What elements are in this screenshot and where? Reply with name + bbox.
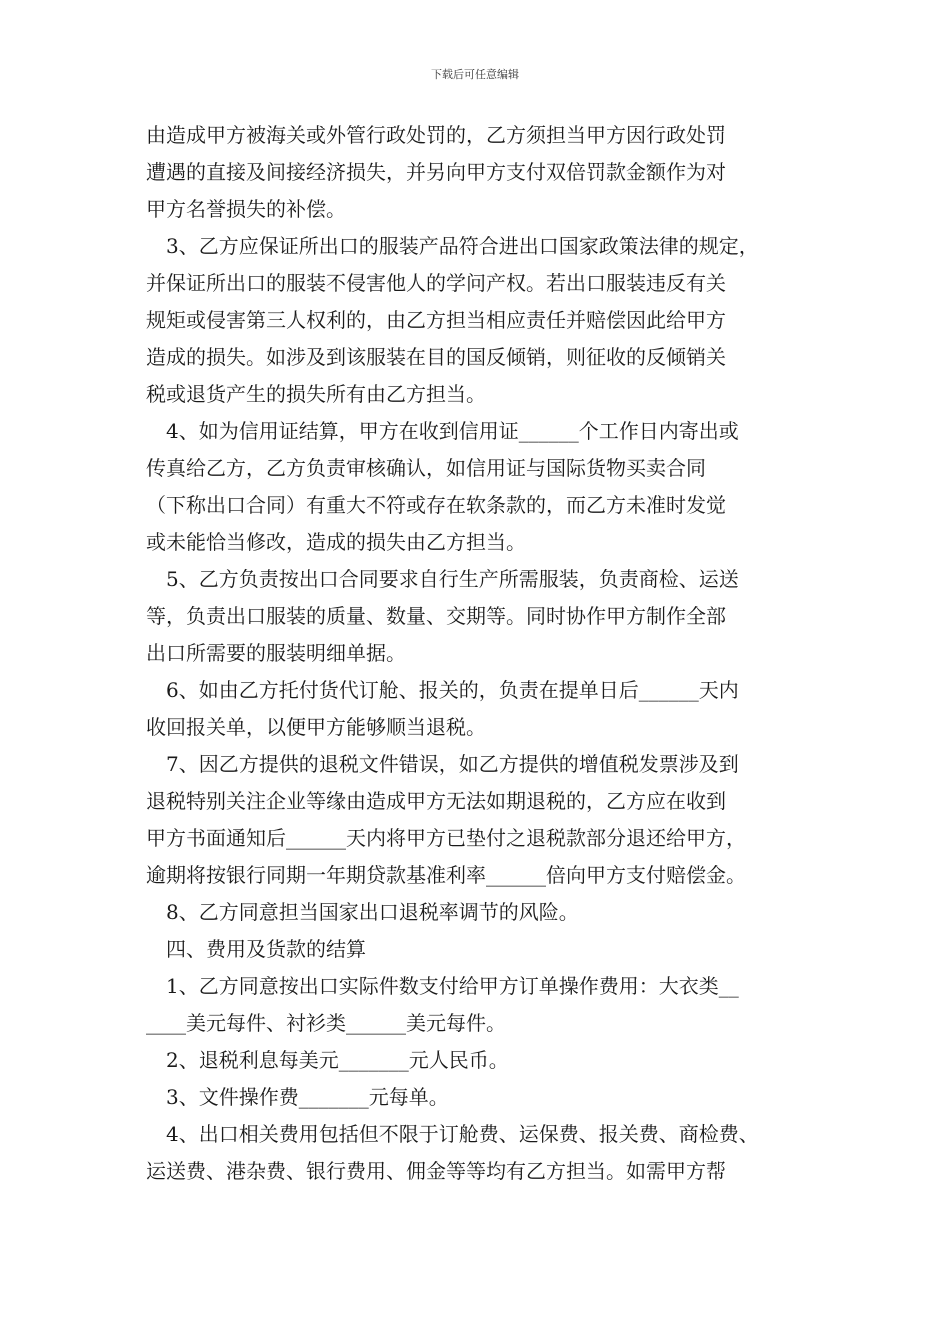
page-header: 下载后可任意编辑 bbox=[431, 68, 519, 81]
text-line: 4、出口相关费用包括但不限于订舱费、运保费、报关费、商检费、 bbox=[146, 1122, 759, 1146]
text-line: 4、如为信用证结算，甲方在收到信用证______个工作日内寄出或 bbox=[146, 419, 739, 443]
text-line: 7、因乙方提供的退税文件错误，如乙方提供的增值税发票涉及到 bbox=[146, 752, 739, 776]
text-line: 甲方书面通知后______天内将甲方已垫付之退税款部分退还给甲方， bbox=[146, 826, 746, 850]
text-line: 遭遇的直接及间接经济损失，并另向甲方支付双倍罚款金额作为对 bbox=[146, 160, 726, 184]
text-line: 1、乙方同意按出口实际件数支付给甲方订单操作费用：大衣类__ bbox=[146, 974, 739, 998]
text-line: 甲方名誉损失的补偿。 bbox=[146, 197, 346, 221]
text-line: 由造成甲方被海关或外管行政处罚的，乙方须担当甲方因行政处罚 bbox=[146, 123, 726, 147]
text-line: 传真给乙方，乙方负责审核确认，如信用证与国际货物买卖合同 bbox=[146, 456, 706, 480]
text-line: 3、乙方应保证所出口的服装产品符合进出口国家政策法律的规定， bbox=[146, 234, 759, 258]
text-line: 或未能恰当修改，造成的损失由乙方担当。 bbox=[146, 530, 526, 554]
text-line: 逾期将按银行同期一年期贷款基准利率______倍向甲方支付赔偿金。 bbox=[146, 863, 746, 887]
text-line: 退税特别关注企业等缘由造成甲方无法如期退税的，乙方应在收到 bbox=[146, 789, 726, 813]
text-line: 并保证所出口的服装不侵害他人的学问产权。若出口服装违反有关 bbox=[146, 271, 726, 295]
document-body bbox=[146, 117, 816, 1190]
text-line: （下称出口合同）有重大不符或存在软条款的，而乙方未准时发觉 bbox=[146, 493, 726, 517]
text-line: 6、如由乙方托付货代订舱、报关的，负责在提单日后______天内 bbox=[146, 678, 739, 702]
section-heading: 四、费用及货款的结算 bbox=[146, 937, 366, 961]
text-line: 2、退税利息每美元_______元人民币。 bbox=[146, 1048, 509, 1072]
text-line: 5、乙方负责按出口合同要求自行生产所需服装，负责商检、运送 bbox=[146, 567, 739, 591]
text-line: 8、乙方同意担当国家出口退税率调节的风险。 bbox=[146, 900, 579, 924]
text-line: ____美元每件、衬衫类______美元每件。 bbox=[146, 1011, 506, 1035]
text-line: 税或退货产生的损失所有由乙方担当。 bbox=[146, 382, 486, 406]
text-line: 收回报关单，以便甲方能够顺当退税。 bbox=[146, 715, 486, 739]
text-line: 运送费、港杂费、银行费用、佣金等等均有乙方担当。如需甲方帮 bbox=[146, 1159, 726, 1183]
text-line: 3、文件操作费_______元每单。 bbox=[146, 1085, 449, 1109]
text-line: 出口所需要的服装明细单据。 bbox=[146, 641, 406, 665]
text-line: 造成的损失。如涉及到该服装在目的国反倾销，则征收的反倾销关 bbox=[146, 345, 726, 369]
text-line: 等，负责出口服装的质量、数量、交期等。同时协作甲方制作全部 bbox=[146, 604, 726, 628]
text-line: 规矩或侵害第三人权利的，由乙方担当相应责任并赔偿因此给甲方 bbox=[146, 308, 726, 332]
